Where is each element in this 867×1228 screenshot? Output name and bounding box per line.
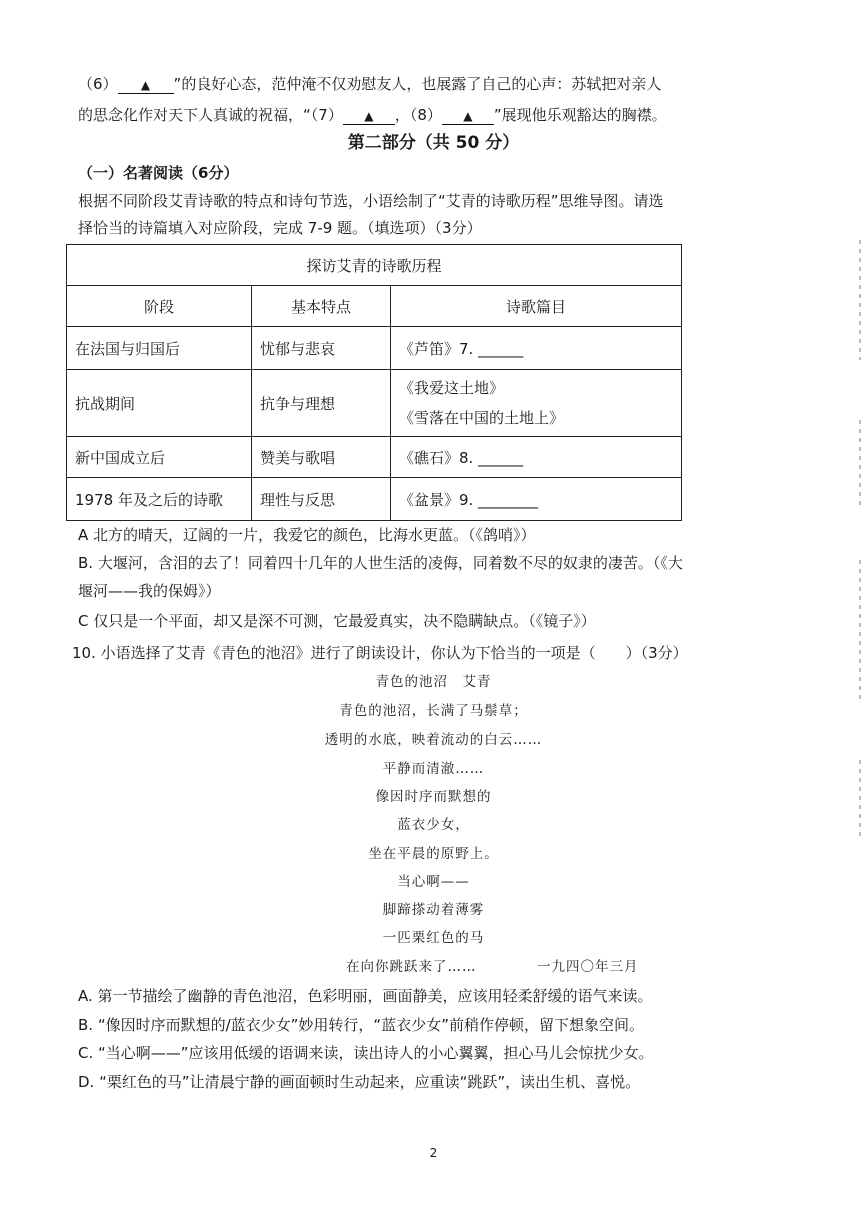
answer-option-d[interactable]: D. “栗红色的马”让清晨宁静的画面顿时生动起来，应重读“跳跃”，读出生机、喜悦。	[78, 1073, 641, 1091]
section1-instruction-1: 根据不同阶段艾青诗歌的特点和诗句节选，小语绘制了“艾青的诗歌历程”思维导图。请选	[78, 192, 664, 210]
poem-title: 《我爱这土地》	[399, 379, 505, 397]
feature-cell: 抗争与理想	[252, 370, 391, 437]
answer-option-c[interactable]: C. “当心啊——”应该用低缓的语调来读，读出诗人的小心翼翼，担心马儿会惊扰少女。	[78, 1044, 654, 1062]
intro-line2-mid: ，（8）	[394, 106, 442, 124]
option-c: C 仅只是一个平面，却又是深不可测，它最爱真实，决不隐瞒缺点。（《镜子》）	[78, 612, 596, 630]
section1-instruction-2: 择恰当的诗篇填入对应阶段，完成 7-9 题。（填选项）（3分）	[78, 219, 482, 237]
intro-line-1	[78, 74, 661, 94]
intro-suffix: ”的良好心态，范仲淹不仅劝慰友人，也展露了自己的心声：苏轼把对亲人	[173, 75, 662, 93]
part2-title: 第二部分（共 50 分）	[347, 133, 520, 153]
poem-line: 脚蹄搽动着薄雾	[382, 902, 485, 918]
intro-prefix: （6）	[78, 75, 118, 93]
table-row	[67, 370, 682, 437]
stage-cell: 在法国与归国后	[67, 327, 252, 370]
poem-line: 平静而清澈……	[382, 761, 485, 777]
table-row	[67, 327, 682, 370]
option-b-line2: 堰河——我的保姆》）	[78, 582, 221, 600]
triangle-icon: ▲	[364, 109, 374, 123]
table-row	[67, 437, 682, 478]
question-10-stem: 10. 小语选择了艾青《青色的池沼》进行了朗读设计，你认为下恰当的一项是（ ）（3分）	[72, 644, 688, 662]
poem-date: 一九四〇年三月	[537, 959, 639, 975]
stage-cell: 新中国成立后	[67, 437, 252, 478]
poems-cell	[391, 370, 682, 437]
scan-edge-mark	[859, 240, 861, 360]
table-caption: 探访艾青的诗歌历程	[67, 245, 682, 286]
answer-blank-6[interactable]	[118, 77, 174, 94]
poem-line: 青色的池沼，长满了马鬃草；	[339, 703, 528, 719]
feature-cell: 理性与反思	[252, 478, 391, 521]
poem-line: 当心啊——	[397, 874, 470, 890]
poem-line: 在向你跳跃来了……	[346, 959, 477, 975]
triangle-icon: ▲	[140, 78, 151, 92]
poem-line: 一匹栗红色的马	[382, 930, 485, 946]
poems-cell[interactable]: 《芦笛》7. ______	[391, 327, 682, 370]
table-row	[67, 478, 682, 521]
page-number: 2	[429, 1146, 438, 1160]
scan-edge-mark	[859, 420, 861, 510]
stage-cell: 1978 年及之后的诗歌	[67, 478, 252, 521]
header-feature: 基本特点	[252, 286, 391, 327]
header-stage: 阶段	[67, 286, 252, 327]
triangle-icon: ▲	[463, 109, 473, 123]
answer-blank-7[interactable]	[343, 108, 395, 125]
intro-line-2	[78, 105, 667, 125]
section1-heading: （一）名著阅读（6分）	[78, 164, 239, 182]
stage-cell: 抗战期间	[67, 370, 252, 437]
poems-cell[interactable]: 《盆景》9. ________	[391, 478, 682, 521]
poem-title: 青色的池沼 艾青	[375, 674, 492, 690]
answer-blank-8[interactable]	[442, 108, 494, 125]
feature-cell: 赞美与歌唱	[252, 437, 391, 478]
poems-cell[interactable]: 《礁石》8. ______	[391, 437, 682, 478]
poem-title: 《雪落在中国的土地上》	[399, 409, 565, 427]
intro-line2-suffix: ”展现他乐观豁达的胸襟。	[493, 106, 667, 124]
poem-line: 像因时序而默想的	[375, 789, 492, 805]
poem-line: 坐在平晨的原野上。	[368, 846, 499, 862]
option-a: A 北方的晴天，辽阔的一片，我爱它的颜色，比海水更蓝。（《鸽哨》）	[78, 526, 536, 544]
intro-line2-prefix: 的思念化作对天下人真诚的祝福，“（7）	[78, 106, 343, 124]
poem-line: 蓝衣少女，	[397, 817, 470, 833]
poetry-journey-table	[66, 244, 682, 521]
feature-cell: 忧郁与悲哀	[252, 327, 391, 370]
scan-edge-mark	[859, 560, 861, 700]
header-poems: 诗歌篇目	[391, 286, 682, 327]
poem-line: 透明的水底，映着流动的白云……	[324, 732, 543, 748]
option-b-line1: B. 大堰河，含泪的去了！同着四十几年的人世生活的凌侮，同着数不尽的奴隶的凄苦。（《大	[78, 554, 683, 572]
scan-edge-mark	[859, 760, 861, 840]
answer-option-b[interactable]: B. “像因时序而默想的/蓝衣少女”妙用转行，“蓝衣少女”前稍作停顿，留下想象空间。	[78, 1016, 644, 1034]
answer-option-a[interactable]: A. 第一节描绘了幽静的青色池沼，色彩明丽，画面静美，应该用轻柔舒缓的语气来读。	[78, 987, 653, 1005]
